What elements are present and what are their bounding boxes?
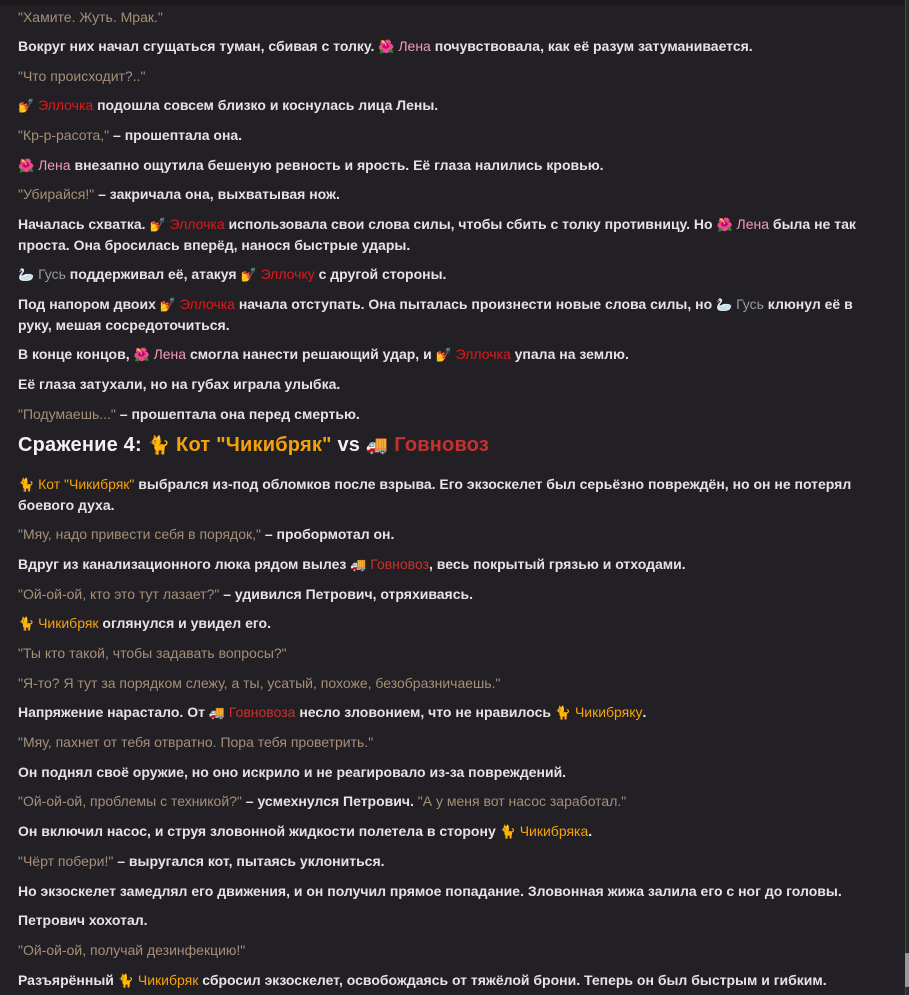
narration-text: использовала свои слова силы, чтобы сбить с толку противницу. Но xyxy=(228,216,713,232)
heading-prefix: Сражение 4: xyxy=(18,434,142,456)
heading-vs: vs xyxy=(337,434,361,456)
dialogue-line xyxy=(18,125,242,146)
quote-text: "Мяу, надо привести себя в порядок," xyxy=(18,526,261,542)
narration-text: подошла совсем близко и коснулась лица Лены. xyxy=(97,97,439,113)
narration-text: . xyxy=(588,823,593,839)
narration-text: – закричала она, выхватывая нож. xyxy=(98,186,340,202)
narration-text: – прошептала она перед смертью. xyxy=(119,406,360,422)
narration-line xyxy=(18,264,446,285)
character-lena[interactable]: Лена xyxy=(38,157,71,173)
character-lena[interactable]: Лена xyxy=(736,216,770,232)
quote-text: "Чёрт побери!" xyxy=(18,853,114,869)
narration-text: . xyxy=(642,704,647,720)
narration-text: начала отступать. Она пыталась произнести новые слова силы, но xyxy=(238,296,713,312)
quote-text: "Убирайся!" xyxy=(18,186,95,202)
narration-line xyxy=(18,36,753,57)
narration-line xyxy=(18,474,878,516)
dialogue-line xyxy=(18,791,626,812)
character-cat[interactable]: Чикибряк xyxy=(38,615,99,631)
narration-line xyxy=(18,214,878,256)
character-truck[interactable]: Говновоза xyxy=(228,704,296,720)
narration-text: сбросил экзоскелет, освобождаясь от тяжёлой брони. Теперь он был быстрым и гибким. xyxy=(202,972,827,988)
narration-text: оглянулся и увидел его. xyxy=(102,615,271,631)
narration-line xyxy=(18,702,646,723)
truck-icon: 🚚 xyxy=(208,705,226,720)
cat-icon: 🐈 xyxy=(18,477,35,492)
quote-text: "Ой-ой-ой, проблемы с техникой?" xyxy=(18,793,242,809)
narration-line xyxy=(18,970,827,991)
hibiscus-icon: 🌺 xyxy=(378,39,395,54)
quote-text: "Кр-р-расота," xyxy=(18,127,110,143)
cat-icon: 🐈 xyxy=(147,435,171,455)
swan-icon: 🦢 xyxy=(716,297,733,312)
narration-text: выбрался из-под обломков после взрыва. Его экзоскелет был серьёзно повреждён, но он не потерял боевого духа. xyxy=(18,476,852,513)
character-cat[interactable]: Кот "Чикибряк" xyxy=(38,476,135,492)
quote-line: "Ой-ой-ой, получай дезинфекцию!" xyxy=(18,942,246,958)
narration-line xyxy=(18,821,592,842)
nail-polish-icon: 💅 xyxy=(149,217,166,232)
quote-line: "Я-то? Я тут за порядком слежу, а ты, усатый, похоже, безобразничаешь." xyxy=(18,675,501,691)
narration-line: Петрович хохотал. xyxy=(18,912,148,928)
battle-heading xyxy=(18,431,489,459)
narration-line xyxy=(18,155,604,176)
narration-text: – удивился Петрович, отряхиваясь. xyxy=(223,586,473,602)
character-ellochka[interactable]: Эллочку xyxy=(260,266,315,282)
narration-line xyxy=(18,294,878,336)
narration-text: с другой стороны. xyxy=(318,266,447,282)
narration-text: Разъярённый xyxy=(18,972,114,988)
fighter-truck: Говновоз xyxy=(394,434,489,456)
quote-text: "А у меня вот насос заработал." xyxy=(417,793,627,809)
hibiscus-icon: 🌺 xyxy=(18,158,35,173)
dialogue-line xyxy=(18,851,385,872)
character-ellochka[interactable]: Эллочка xyxy=(455,346,511,362)
character-lena[interactable]: Лена xyxy=(153,346,187,362)
character-cat[interactable]: Чикибряку xyxy=(574,704,643,720)
character-ellochka[interactable]: Эллочка xyxy=(38,97,94,113)
quote-line: "Хамите. Жуть. Мрак." xyxy=(18,9,163,25)
character-ellochka[interactable]: Эллочка xyxy=(169,216,225,232)
narration-text: Он включил насос, и струя зловонной жидкости полетела в сторону xyxy=(18,823,496,839)
hibiscus-icon: 🌺 xyxy=(133,347,150,362)
nail-polish-icon: 💅 xyxy=(240,267,257,282)
narration-text: Началась схватка. xyxy=(18,216,146,232)
narration-line xyxy=(18,95,438,116)
narration-text: – прошептала она. xyxy=(113,127,243,143)
narration-text: смогла нанести решающий удар, и xyxy=(189,346,432,362)
narration-text: внезапно ощутила бешеную ревность и ярость. Её глаза налились кровью. xyxy=(74,157,604,173)
narration-text: – выругался кот, пытаясь уклониться. xyxy=(117,853,385,869)
narration-text: , весь покрытый грязью и отходами. xyxy=(429,556,686,572)
narration-line: Её глаза затухали, но на губах играла улыбка. xyxy=(18,376,341,392)
quote-line: "Мяу, пахнет от тебя отвратно. Пора тебя проветрить." xyxy=(18,734,374,750)
quote-text: "Ой-ой-ой, кто это тут лазает?" xyxy=(18,586,220,602)
narration-text: Напряжение нарастало. От xyxy=(18,704,205,720)
narration-line xyxy=(18,344,629,365)
character-cat[interactable]: Чикибряк xyxy=(137,972,199,988)
narration-line: Он поднял своё оружие, но оно искрило и не реагировало из-за повреждений. xyxy=(18,764,567,780)
narration-line xyxy=(18,554,686,575)
narration-text: упала на землю. xyxy=(514,346,629,362)
narration-text: Под напором двоих xyxy=(18,296,156,312)
dialogue-line xyxy=(18,404,360,425)
narration-text: несло зловонием, что не нравилось xyxy=(299,704,551,720)
quote-line: "Что происходит?.." xyxy=(18,68,146,84)
character-gus[interactable]: Гусь xyxy=(736,296,764,312)
narration-text: Вокруг них начал сгущаться туман, сбивая с толку. xyxy=(18,38,375,54)
cat-icon: 🐈 xyxy=(499,824,516,839)
truck-icon: 🚚 xyxy=(350,557,367,572)
narration-text: Вдруг из канализационного люка рядом вылез xyxy=(18,556,347,572)
hibiscus-icon: 🌺 xyxy=(716,217,733,232)
top-edge xyxy=(0,0,905,5)
scrollbar-track[interactable] xyxy=(905,0,909,995)
cat-icon: 🐈 xyxy=(554,705,572,720)
narration-text: – пробормотал он. xyxy=(264,526,395,542)
quote-line: "Ты кто такой, чтобы задавать вопросы?" xyxy=(18,645,287,661)
quote-text: "Подумаешь..." xyxy=(18,406,116,422)
narration-line xyxy=(18,613,271,634)
cat-icon: 🐈 xyxy=(18,616,35,631)
narration-text: клюнул её в руку, мешая сосредоточиться. xyxy=(18,296,853,333)
scrollbar-thumb[interactable] xyxy=(905,953,909,987)
dialogue-line xyxy=(18,584,473,605)
narration-line: Но экзоскелет замедлял его движения, и он получил прямое попадание. Зловонная жижа залила его с ног до головы. xyxy=(18,883,842,899)
character-ellochka[interactable]: Эллочка xyxy=(179,296,235,312)
dialogue-line xyxy=(18,184,340,205)
nail-polish-icon: 💅 xyxy=(159,297,176,312)
narration-text: была не так проста. Она бросилась вперёд, нанося быстрые удары. xyxy=(18,216,856,253)
narration-text: В конце концов, xyxy=(18,346,130,362)
cat-icon: 🐈 xyxy=(117,973,134,988)
narration-text: почувствовала, как её разум затуманивается. xyxy=(434,38,753,54)
nail-polish-icon: 💅 xyxy=(18,98,35,113)
narration-text: – усмехнулся Петрович. xyxy=(245,793,414,809)
nail-polish-icon: 💅 xyxy=(435,347,452,362)
character-gus[interactable]: Гусь xyxy=(38,266,66,282)
fighter-cat: Кот "Чикибряк" xyxy=(176,434,332,456)
dialogue-line xyxy=(18,524,394,545)
narration-text: поддерживал её, атакуя xyxy=(69,266,237,282)
character-truck[interactable]: Говновоз xyxy=(370,556,430,572)
character-lena[interactable]: Лена xyxy=(398,38,431,54)
character-cat[interactable]: Чикибряка xyxy=(519,823,589,839)
swan-icon: 🦢 xyxy=(18,267,35,282)
truck-icon: 🚚 xyxy=(365,435,389,455)
